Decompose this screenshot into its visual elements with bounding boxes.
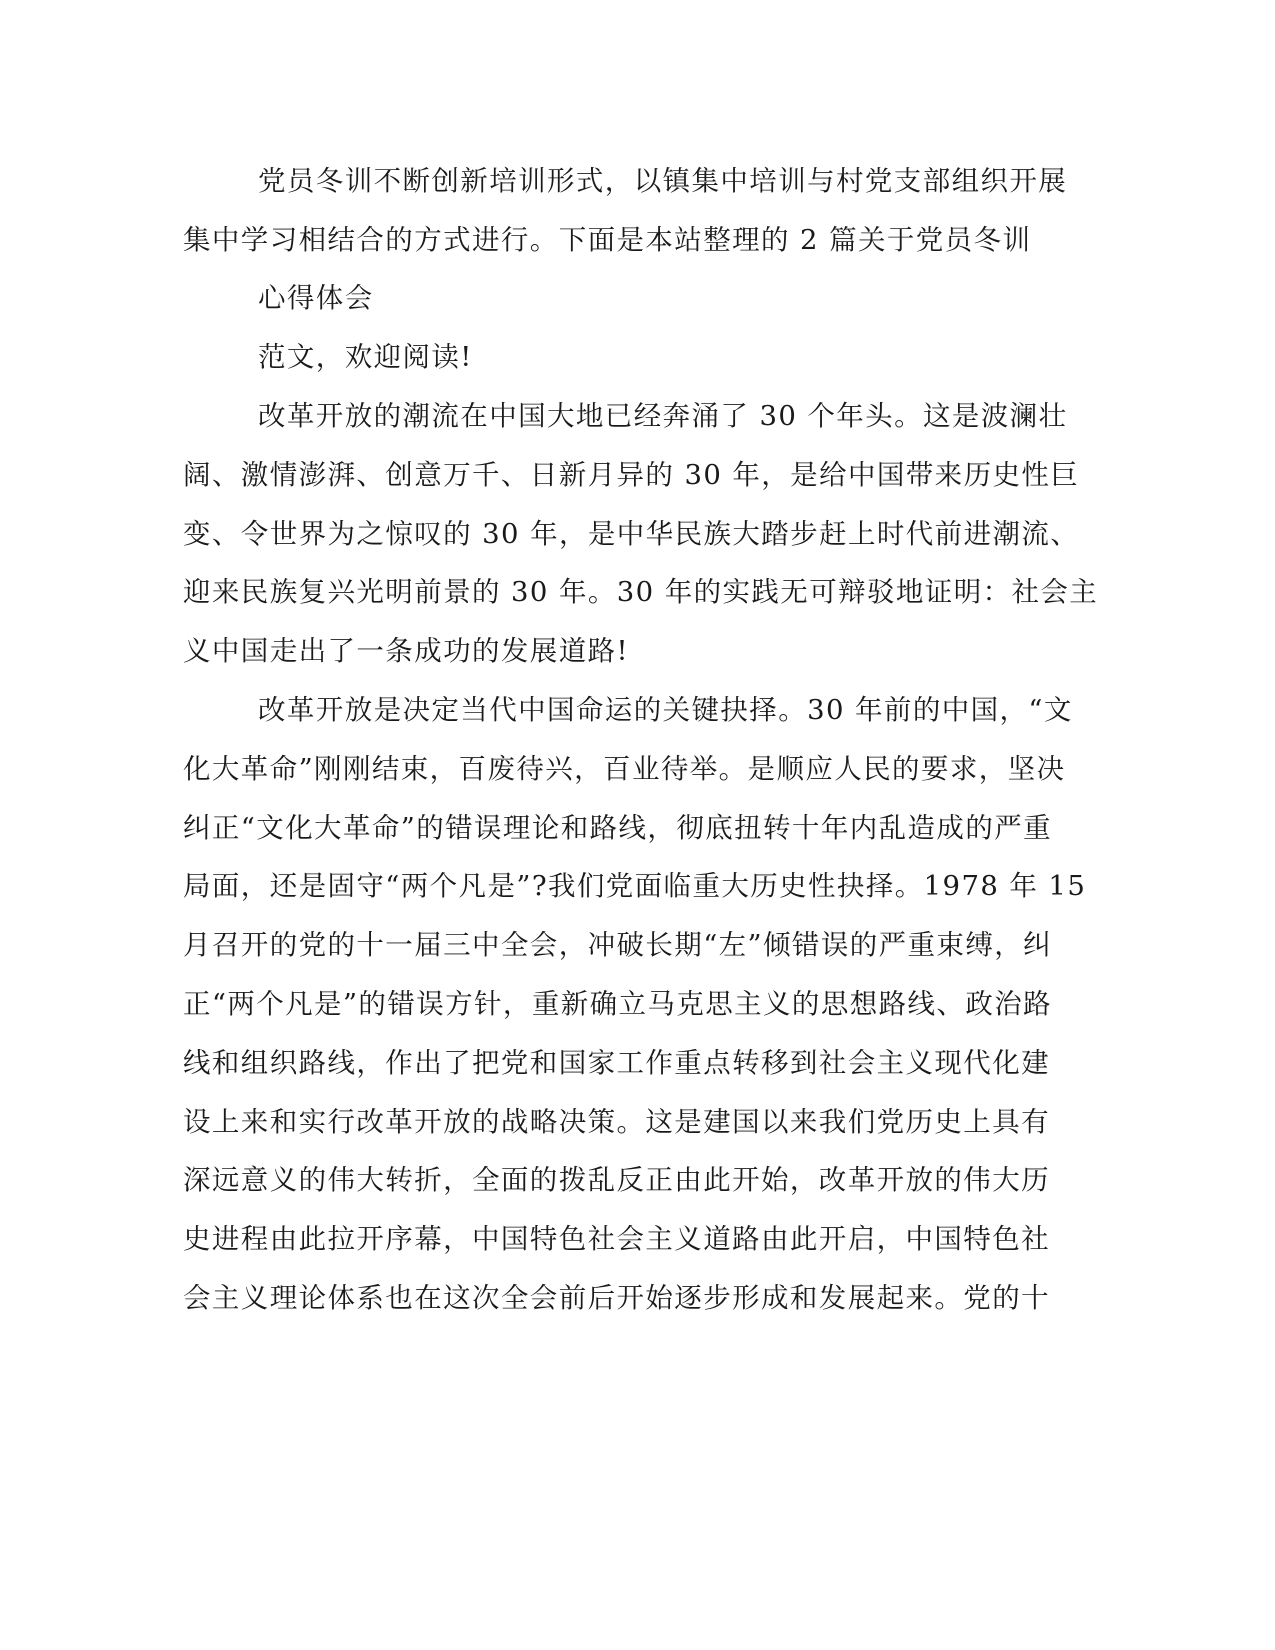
body-text-line: 阔、激情澎湃、创意万千、日新月异的 30 年，是给中国带来历史性巨 bbox=[183, 459, 1080, 491]
body-text-line: 正“两个凡是”的错误方针，重新确立马克思主义的思想路线、政治路 bbox=[183, 988, 1053, 1020]
body-text-line: 史进程由此拉开序幕，中国特色社会主义道路由此开启，中国特色社 bbox=[183, 1223, 1050, 1255]
body-text-line: 义中国走出了一条成功的发展道路! bbox=[183, 635, 629, 667]
body-text-line: 改革开放的潮流在中国大地已经奔涌了 30 个年头。这是波澜壮 bbox=[258, 400, 1068, 432]
body-text-line: 化大革命”刚刚结束，百废待兴，百业待举。是顺应人民的要求，坚决 bbox=[183, 753, 1066, 785]
body-text-line: 深远意义的伟大转折，全面的拨乱反正由此开始，改革开放的伟大历 bbox=[183, 1164, 1050, 1196]
body-text-line: 纠正“文化大革命”的错误理论和路线，彻底扭转十年内乱造成的严重 bbox=[183, 812, 1053, 844]
body-text-line: 线和组织路线，作出了把党和国家工作重点转移到社会主义现代化建 bbox=[183, 1047, 1050, 1079]
body-text-line: 变、令世界为之惊叹的 30 年，是中华民族大踏步赶上时代前进潮流、 bbox=[183, 518, 1080, 550]
body-text-line: 迎来民族复兴光明前景的 30 年。30 年的实践无可辩驳地证明：社会主 bbox=[183, 576, 1099, 608]
body-text-line: 范文，欢迎阅读! bbox=[258, 341, 473, 373]
body-text-line: 党员冬训不断创新培训形式，以镇集中培训与村党支部组织开展 bbox=[258, 165, 1068, 197]
body-text-line: 设上来和实行改革开放的战略决策。这是建国以来我们党历史上具有 bbox=[183, 1106, 1050, 1138]
body-text-line: 集中学习相结合的方式进行。下面是本站整理的 2 篇关于党员冬训 bbox=[183, 224, 1032, 256]
body-text-line: 改革开放是决定当代中国命运的关键抉择。30 年前的中国，“文 bbox=[258, 694, 1073, 726]
body-text-line: 月召开的党的十一届三中全会，冲破长期“左”倾错误的严重束缚，纠 bbox=[183, 929, 1053, 961]
body-text-line: 局面，还是固守“两个凡是”?我们党面临重大历史性抉择。1978 年 15 bbox=[183, 870, 1087, 902]
body-text-line: 会主义理论体系也在这次全会前后开始逐步形成和发展起来。党的十 bbox=[183, 1282, 1050, 1314]
body-text-line: 心得体会 bbox=[258, 282, 374, 314]
